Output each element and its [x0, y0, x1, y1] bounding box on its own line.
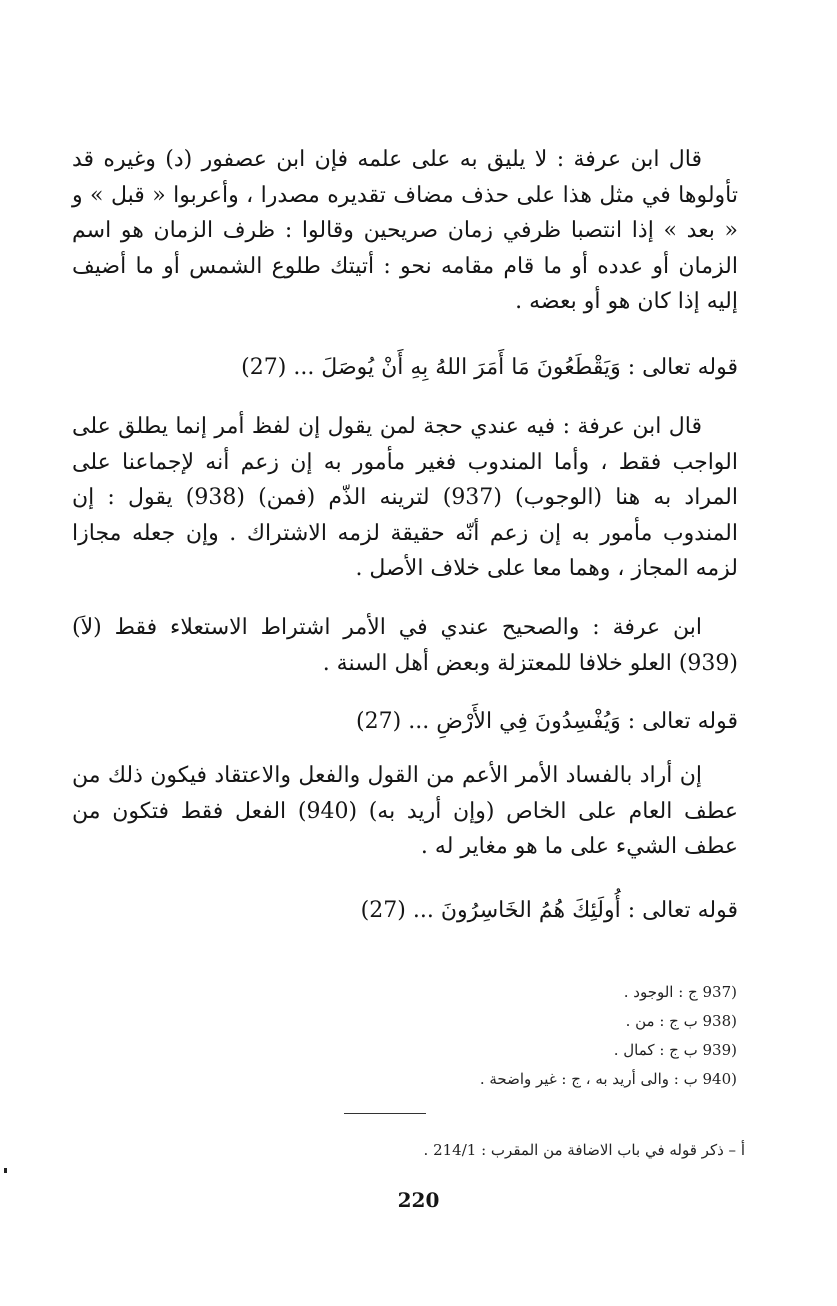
paragraph-ibn-arafa-2: قال ابن عرفة : فيه عندي حجة لمن يقول إن لفظ أمر إنما يطلق على الواجب فقط ، وأما المندوب فغير مأمور به إن زعم أنه لإجماعنا على المراد به هنا (الوجوب) (937) لترينه الذّم (فمن) (938) يقول : إن المندوب مأمور به إن زعم أنّه حقيقة لزمه الاشتراك . وإن جعله مجازا لزمه المجاز ، وهما معا على خلاف الأصل . [72, 414, 738, 581]
scan-speck [4, 1168, 7, 1173]
footnote-939: (939 ب ج : كمال . [613, 1041, 737, 1059]
footnote-937: (937 ج : الوجود . [623, 983, 737, 1001]
page-number: 220 [397, 1188, 440, 1212]
footnotes [480, 978, 737, 1094]
margin-note: أ – ذكر قوله في باب الاضافة من المقرب : 214/1 . [423, 1141, 745, 1159]
paragraph-fasad: إن أراد بالفساد الأمر الأعم من القول والفعل والاعتقاد فيكون ذلك من عطف العام على الخاص (وإن أريد به) (940) الفعل فقط فتكون من عطف الشيء على ما هو مغاير له . [72, 763, 738, 859]
verse-line-2: قوله تعالى : وَيُفْسِدُونَ فِي الأَرْضِ ... (27) [356, 709, 738, 734]
footnote-divider [344, 1113, 426, 1114]
verse-line-1: قوله تعالى : وَيَقْطَعُونَ مَا أَمَرَ اللهُ بِهِ أَنْ يُوصَلَ ... (27) [241, 355, 738, 380]
paragraph-ibn-arafa-3: ابن عرفة : والصحيح عندي في الأمر اشتراط الاستعلاء فقط (لاَ) (939) العلو خلافا للمعتزلة وبعض أهل السنة . [72, 615, 738, 676]
footnote-940: (940 ب : والى أريد به ، ج : غير واضحة . [479, 1070, 737, 1088]
footnote-938: (938 ب ج : من . [625, 1012, 737, 1030]
verse-line-3: قوله تعالى : أُولَئِكَ هُمُ الخَاسِرُونَ ... (27) [360, 898, 738, 923]
paragraph-ibn-arafa-1: قال ابن عرفة : لا يليق به على علمه فإن ابن عصفور (د) وغيره قد تأولوها في مثل هذا على حذف مضاف تقديره مصدرا ، وأعربوا « قبل » و « بعد » إذا انتصبا ظرفي زمان صريحين وقالوا : ظرف الزمان هو اسم الزمان أو عدده أو ما قام مقامه نحو : أتيتك طلوع الشمس أو ما أضيف إليه إذا كان هو أو بعضه . [72, 147, 738, 314]
